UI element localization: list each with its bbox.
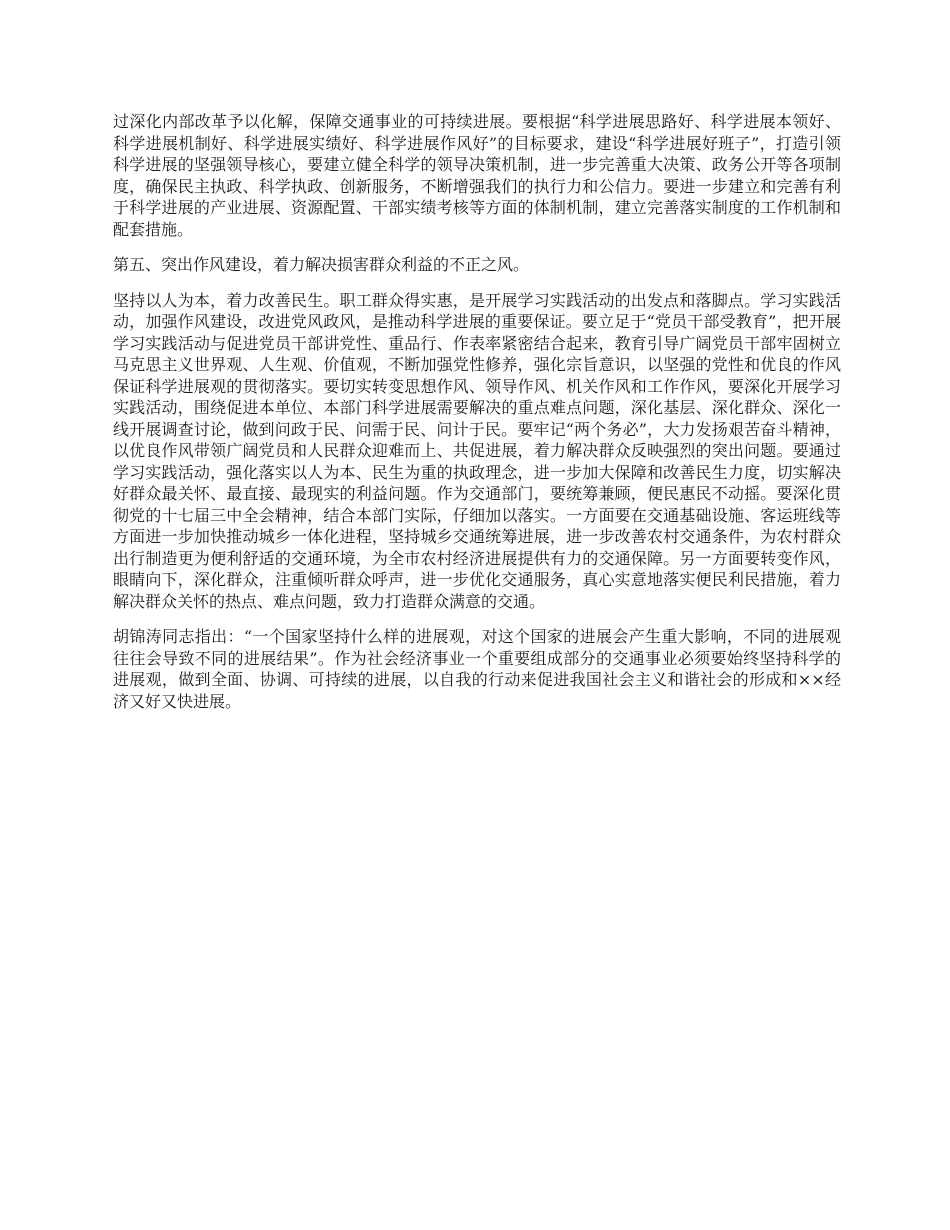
- paragraph-hu-quote: 胡锦涛同志指出：“一个国家坚持什么样的进展观，对这个国家的进展会产生重大影响，不同的进展观往往会导致不同的进展结果”。作为社会经济事业一个重要组成部分的交通事业必须要始终坚持科学的进展观，做到全面、协调、可持续的进展，以自我的行动来促进我国社会主义和谐社会的形成和××经济又好又快进展。: [113, 627, 841, 711]
- paragraph-heading-fifth: 第五、突出作风建设，着力解决损害群众利益的不正之风。: [113, 255, 530, 274]
- document-page: [113, 111, 841, 726]
- paragraph-reform: 过深化内部改革予以化解，保障交通事业的可持续进展。要根据“科学进展思路好、科学进展本领好、科学进展机制好、科学进展实绩好、科学进展作风好”的目标要求，建设“科学进展好班子”，打造引领科学进展的坚强领导核心，要建立健全科学的领导决策机制，进一步完善重大决策、政务公开等各项制度，确保民主执政、科学执政、创新服务，不断增强我们的执行力和公信力。要进一步建立和完善有利于科学进展的产业进展、资源配置、干部实绩考核等方面的体制机制，建立完善落实制度的工作机制和配套措施。: [113, 112, 841, 239]
- paragraph-people-oriented: 坚持以人为本，着力改善民生。职工群众得实惠，是开展学习实践活动的出发点和落脚点。学习实践活动，加强作风建设，改进党风政风，是推动科学进展的重要保证。要立足于“党员干部受教育”，把开展学习实践活动与促进党员干部讲党性、重品行、作表率紧密结合起来，教育引导广阔党员干部牢固树立马克思主义世界观、人生观、价值观，不断加强党性修养，强化宗旨意识，以坚强的党性和优良的作风保证科学进展观的贯彻落实。要切实转变思想作风、领导作风、机关作风和工作作风，要深化开展学习实践活动，围绕促进本单位、本部门科学进展需要解决的重点难点问题，深化基层、深化群众、深化一线开展调查讨论，做到问政于民、问需于民、问计于民。要牢记“两个务必”，大力发扬艰苦奋斗精神，以优良作风带领广阔党员和人民群众迎难而上、共促进展，着力解决群众反映强烈的突出问题。要通过学习实践活动，强化落实以人为本、民生为重的执政理念，进一步加大保障和改善民生力度，切实解决好群众最关怀、最直接、最现实的利益问题。作为交通部门，要统筹兼顾，便民惠民不动摇。要深化贯彻党的十七届三中全会精神，结合本部门实际，仔细加以落实。一方面要在交通基础设施、客运班线等方面进一步加快推动城乡一体化进程，坚持城乡交通统筹进展，进一步改善农村交通条件，为农村群众出行制造更为便利舒适的交通环境，为全市农村经济进展提供有力的交通保障。另一方面要转变作风，眼睛向下，深化群众，注重倾听群众呼声，进一步优化交通服务，真心实意地落实便民利民措施，着力解决群众关怀的热点、难点问题，致力打造群众满意的交通。: [113, 290, 841, 611]
